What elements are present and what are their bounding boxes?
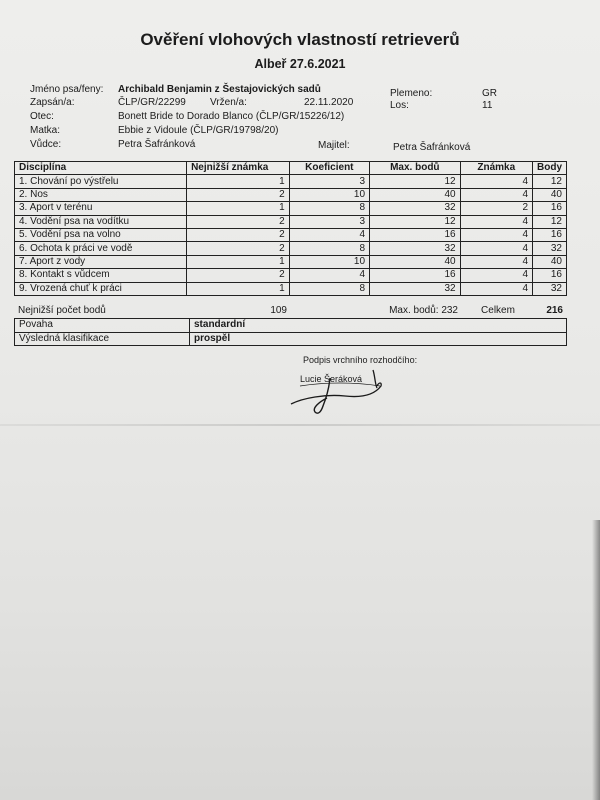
cell-max-points: 16 [370,228,461,241]
owner-label: Majitel: [318,140,350,151]
document-title: Ověření vlohových vlastností retrieverů [140,30,460,49]
cell-discipline: 3. Aport v terénu [15,202,187,215]
total-value: 216 [546,305,563,317]
cell-coefficient: 3 [289,175,369,188]
cell-points: 16 [533,202,567,215]
document-subtitle: Albeř 27.6.2021 [254,57,346,71]
cell-grade: 4 [460,269,532,282]
cell-discipline: 9. Vrozená chuť k práci [15,282,187,295]
col-header-min-grade: Nejnižší známka [187,162,290,175]
cell-coefficient: 8 [289,282,369,295]
col-header-max-points: Max. bodů [370,162,461,175]
cell-grade: 4 [460,215,532,228]
cell-points: 32 [533,242,567,255]
min-points-label: Nejnižší počet bodů [18,305,106,317]
cell-max-points: 16 [370,269,461,282]
result-value: prospěl [190,332,567,346]
cell-grade: 4 [460,282,532,295]
name-label: Jméno psa/feny: [30,84,104,95]
cell-max-points: 40 [370,188,461,201]
results-table [14,161,567,296]
breed-label: Plemeno: [390,88,433,99]
cell-min-grade: 2 [187,228,290,241]
min-points-value: 109 [270,305,287,317]
cell-min-grade: 2 [187,269,290,282]
result-label: Výsledná klasifikace [15,332,190,346]
cell-discipline: 5. Vodění psa na volno [15,228,187,241]
dog-name: Archibald Benjamin z Šestajovických sadů [118,84,321,95]
table-row [15,255,567,268]
temperament-value: standardní [190,319,567,333]
col-header-discipline: Disciplína [15,162,187,175]
table-row [15,269,567,282]
handwritten-signature [285,360,395,420]
cell-coefficient: 8 [289,202,369,215]
cell-max-points: 12 [370,215,461,228]
cell-coefficient: 8 [289,242,369,255]
signature-label: Podpis vrchního rozhodčího: [303,355,418,365]
cell-coefficient: 4 [289,228,369,241]
cell-discipline: 6. Ochota k práci ve vodě [15,242,187,255]
cell-points: 12 [533,215,567,228]
cell-points: 12 [533,175,567,188]
lot-value: 11 [482,100,493,111]
cell-grade: 4 [460,175,532,188]
handler-value: Petra Šafránková [118,139,196,150]
cell-min-grade: 1 [187,282,290,295]
father-value: Bonett Bride to Dorado Blanco (ČLP/GR/15226/12) [118,111,345,122]
paper-fold [0,424,600,426]
cell-discipline: 1. Chování po výstřelu [15,175,187,188]
cell-max-points: 32 [370,242,461,255]
col-header-grade: Známka [460,162,532,175]
cell-points: 40 [533,188,567,201]
cell-discipline: 8. Kontakt s vůdcem [15,269,187,282]
cell-grade: 2 [460,202,532,215]
table-row [15,215,567,228]
mother-label: Matka: [30,125,61,136]
table-row [15,242,567,255]
table-row [15,228,567,241]
born-label: Vržen/a: [210,97,247,108]
max-points-text: Max. bodů: 232 [389,305,458,317]
temperament-label: Povaha [15,319,190,333]
total-label: Celkem [481,305,515,317]
classification-table [14,318,567,346]
cell-coefficient: 3 [289,215,369,228]
cell-grade: 4 [460,228,532,241]
col-header-coefficient: Koeficient [289,162,369,175]
father-label: Otec: [30,111,54,122]
mother-value: Ebbie z Vidoule (ČLP/GR/19798/20) [118,125,279,136]
cell-min-grade: 2 [187,215,290,228]
cell-coefficient: 4 [289,269,369,282]
cell-min-grade: 1 [187,255,290,268]
signature-name: Lucie Šeráková [300,374,363,384]
cell-grade: 4 [460,188,532,201]
cell-grade: 4 [460,242,532,255]
cell-points: 32 [533,282,567,295]
paper-edge-shadow [592,520,600,800]
reg-label: Zapsán/a: [30,97,75,108]
handler-label: Vůdce: [30,139,62,150]
cell-min-grade: 1 [187,202,290,215]
cell-coefficient: 10 [289,188,369,201]
cell-discipline: 4. Vodění psa na vodítku [15,215,187,228]
born-value: 22.11.2020 [304,97,354,108]
table-row [15,175,567,188]
cell-points: 16 [533,269,567,282]
cell-coefficient: 10 [289,255,369,268]
cell-max-points: 32 [370,202,461,215]
cell-discipline: 7. Aport z vody [15,255,187,268]
cell-points: 16 [533,228,567,241]
cell-max-points: 12 [370,175,461,188]
col-header-points: Body [533,162,567,175]
summary-row [14,305,567,317]
cell-discipline: 2. Nos [15,188,187,201]
lot-label: Los: [390,100,409,111]
table-row [15,188,567,201]
owner-value: Petra Šafránková [393,142,471,153]
reg-value: ČLP/GR/22299 [118,97,186,108]
cell-points: 40 [533,255,567,268]
cell-min-grade: 1 [187,175,290,188]
table-row [15,202,567,215]
cell-min-grade: 2 [187,188,290,201]
cell-grade: 4 [460,255,532,268]
table-row [15,282,567,295]
cell-min-grade: 2 [187,242,290,255]
breed-value: GR [482,88,497,99]
cell-max-points: 32 [370,282,461,295]
table-header-row [15,162,567,175]
cell-max-points: 40 [370,255,461,268]
